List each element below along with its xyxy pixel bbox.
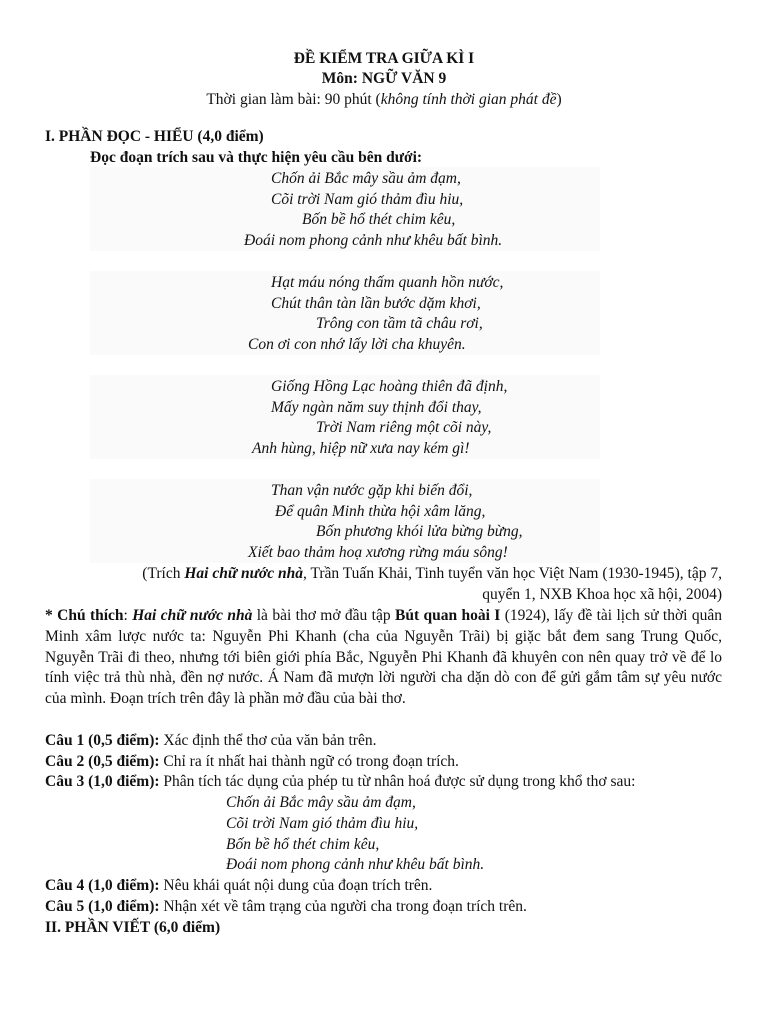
quoted-poem-line: Bốn bề hổ thét chim kêu, — [226, 836, 380, 853]
note-work: Hai chữ nước nhà — [132, 607, 253, 624]
citation-rest: , Trần Tuấn Khải, Tinh tuyển văn học Việt Nam (1930-1945), tập 7, — [302, 565, 722, 582]
note-text: là bài thơ mở đầu tập — [252, 607, 395, 624]
question-label: Câu 5 (1,0 điểm): — [45, 898, 160, 915]
question-text: Xác định thể thơ của văn bản trên. — [159, 732, 377, 749]
poem-line: Than vận nước gặp khi biến đổi, — [271, 482, 473, 499]
poem-line: Cõi trời Nam gió thảm đìu hiu, — [271, 191, 464, 208]
question-text: Chỉ ra ít nhất hai thành ngữ có trong đoạn trích. — [159, 753, 459, 770]
citation-open: (Trích — [142, 565, 185, 582]
citation-work: Hai chữ nước nhà — [184, 565, 303, 582]
question-1 — [45, 731, 376, 752]
question-label: Câu 4 (1,0 điểm): — [45, 877, 160, 894]
time-text: Thời gian làm bài: 90 phút ( — [206, 91, 381, 108]
poem-line: Anh hùng, hiệp nữ xưa nay kém gì! — [252, 440, 470, 457]
poem-line: Chút thân tàn lần bước dặm khơi, — [271, 295, 481, 312]
citation-line-2: quyển 1, NXB Khoa học xã hội, 2004) — [482, 586, 722, 603]
quoted-poem-line: Chốn ải Bắc mây sầu ảm đạm, — [226, 794, 416, 811]
poem-line: Bốn phương khói lửa bừng bừng, — [316, 523, 523, 540]
note-text: (1924), lấy đề tài lịch sử thời quân Minh xâm lược nước ta: Nguyễn Phi Khanh (cha của Nguyễn Trãi) bị giặc bắt đem sang Trung Quốc, Nguyễn Trãi đi theo, nhưng tới biên giới phía Bắc, Nguyễn Phi Khanh đã khuyên con nên quay trở về để lo tính việc trả thù nhà, đền nợ nước. Á Nam đã mượn lời người cha dặn dò con để gửi gắm tâm sự yêu nước của mình. Đoạn trích trên đây là phần mở đầu của bài thơ. — [45, 607, 722, 708]
question-label: Câu 1 (0,5 điểm): — [45, 732, 160, 749]
note-label: * Chú thích — [45, 607, 124, 624]
question-3 — [45, 772, 635, 793]
note-collection: Bút quan hoài I — [394, 607, 501, 624]
question-text: Nêu khái quát nội dung của đoạn trích trên. — [159, 877, 433, 894]
section1-heading: I. PHẦN ĐỌC - HIỂU (4,0 điểm) — [45, 128, 264, 145]
poem-line: Giống Hồng Lạc hoàng thiên đã định, — [271, 378, 508, 395]
time-note: không tính thời gian phát đề — [380, 91, 557, 108]
note-paragraph — [45, 606, 722, 710]
question-2 — [45, 752, 459, 773]
question-4 — [45, 876, 432, 897]
poem-line: Đoái nom phong cảnh như khêu bất bình. — [244, 232, 503, 249]
poem-line: Xiết bao thảm hoạ xương rừng máu sông! — [248, 544, 508, 561]
poem-line: Trời Nam riêng một cõi này, — [316, 419, 492, 436]
poem-line: Để quân Minh thừa hội xâm lăng, — [275, 503, 486, 520]
poem-line: Hạt máu nóng thấm quanh hồn nước, — [271, 274, 504, 291]
section2-heading: II. PHẦN VIẾT (6,0 điểm) — [45, 919, 221, 936]
quoted-poem-line: Cõi trời Nam gió thảm đìu hiu, — [226, 815, 419, 832]
note-colon: : — [123, 607, 133, 624]
time-close: ) — [556, 91, 562, 108]
poem-line: Bốn bề hổ thét chim kêu, — [302, 211, 456, 228]
quoted-poem-line: Đoái nom phong cảnh như khêu bất bình. — [226, 856, 485, 873]
question-5 — [45, 897, 527, 918]
question-label: Câu 3 (1,0 điểm): — [45, 773, 160, 790]
poem-line: Con ơi con nhớ lấy lời cha khuyên. — [248, 336, 466, 353]
question-text: Nhận xét về tâm trạng của người cha trong đoạn trích trên. — [159, 898, 527, 915]
citation-line — [0, 564, 722, 585]
question-label: Câu 2 (0,5 điểm): — [45, 753, 160, 770]
poem-line: Mấy ngàn năm suy thịnh đổi thay, — [271, 399, 482, 416]
exam-title: ĐỀ KIỂM TRA GIỮA KÌ I — [293, 50, 475, 67]
poem-line: Chốn ải Bắc mây sầu ảm đạm, — [271, 170, 461, 187]
question-text: Phân tích tác dụng của phép tu từ nhân hoá được sử dụng trong khổ thơ sau: — [159, 773, 636, 790]
time-line — [0, 90, 768, 111]
subject-line: Môn: NGỮ VĂN 9 — [321, 70, 447, 87]
poem-line: Trông con tầm tã châu rơi, — [316, 315, 483, 332]
section1-instruction: Đọc đoạn trích sau và thực hiện yêu cầu bên dưới: — [90, 149, 423, 166]
